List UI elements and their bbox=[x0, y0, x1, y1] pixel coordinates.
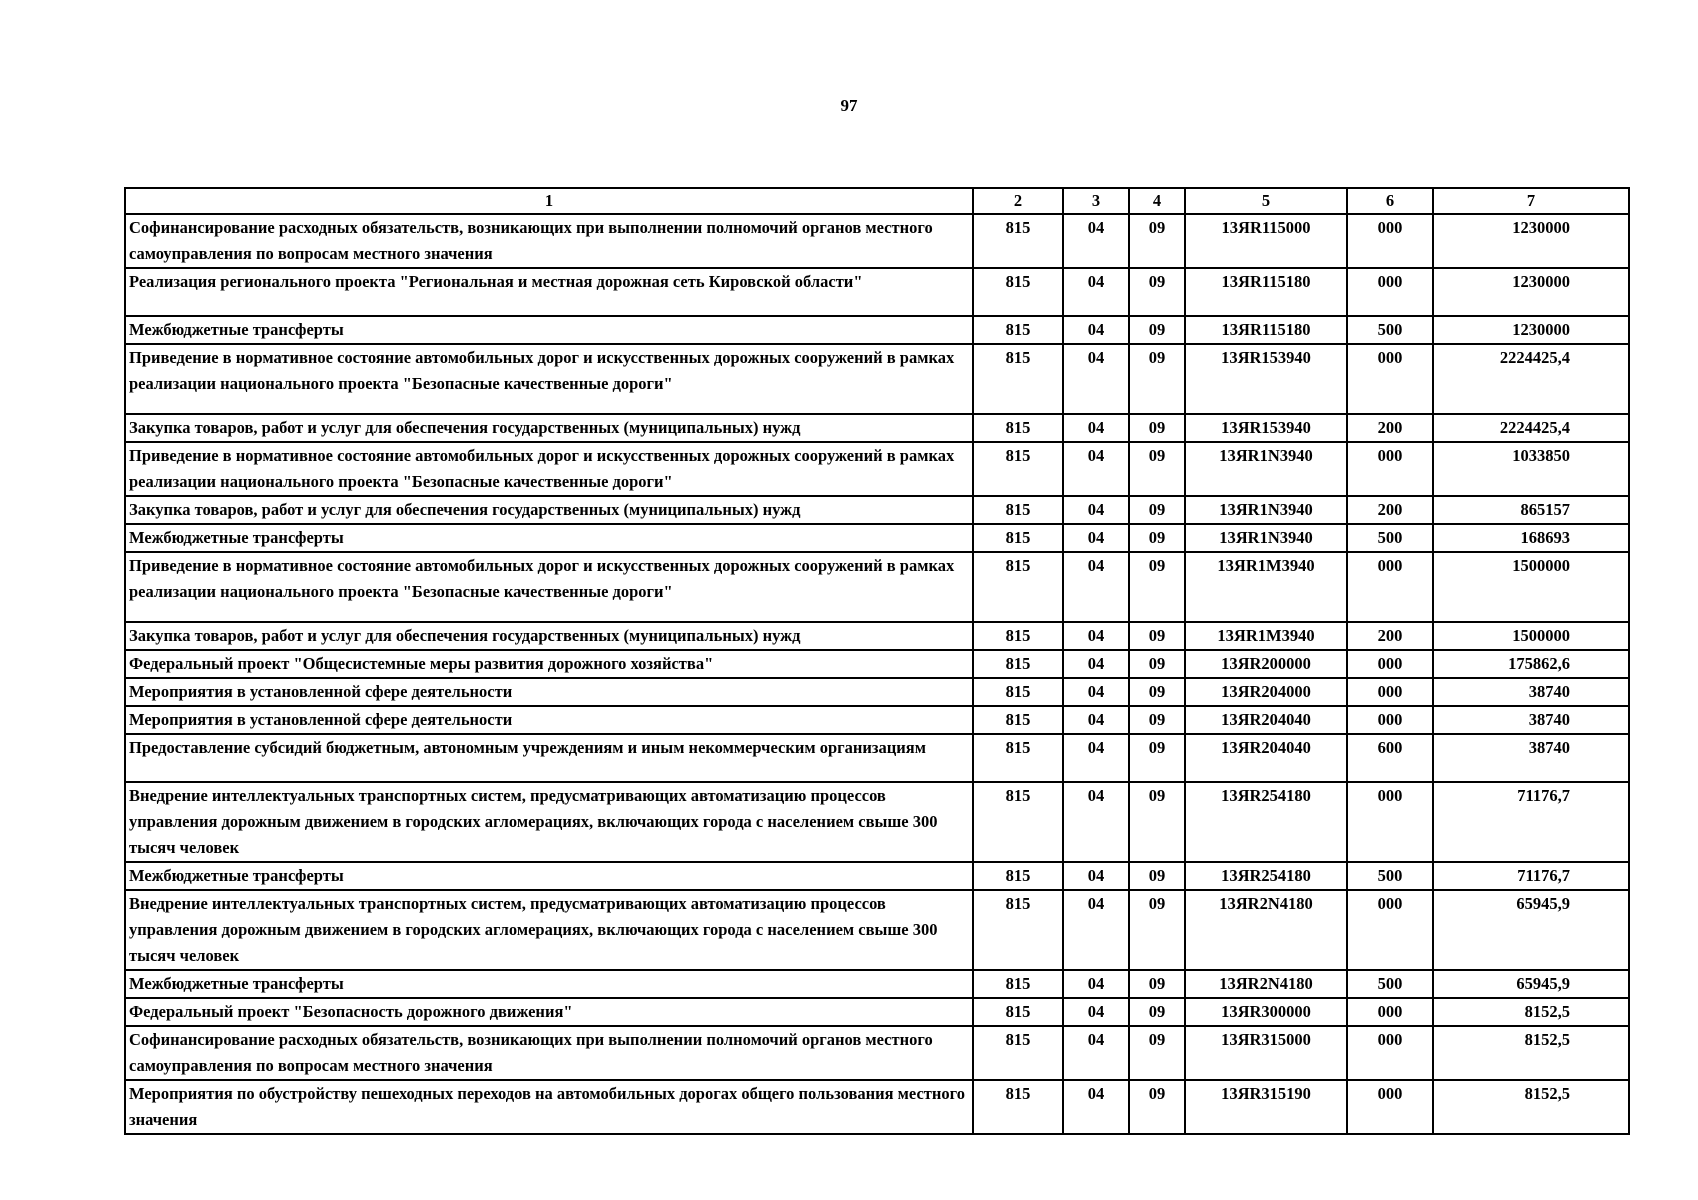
table-row bbox=[125, 552, 1629, 622]
column-header: 3 bbox=[1063, 188, 1129, 214]
cell-code-3: 04 bbox=[1063, 214, 1129, 268]
cell-item-name: Межбюджетные трансферты bbox=[125, 524, 973, 552]
cell-amount: 38740 bbox=[1433, 678, 1629, 706]
cell-code-6: 000 bbox=[1347, 442, 1433, 496]
cell-item-name: Приведение в нормативное состояние автомобильных дорог и искусственных дорожных сооружений в рамках реализации национального проекта "Безопасные качественные дороги" bbox=[125, 442, 973, 496]
cell-code-3: 04 bbox=[1063, 998, 1129, 1026]
cell-code-5: 13ЯR204040 bbox=[1185, 706, 1347, 734]
cell-item-name: Реализация регионального проекта "Региональная и местная дорожная сеть Кировской области" bbox=[125, 268, 973, 316]
cell-code-3: 04 bbox=[1063, 622, 1129, 650]
cell-item-name: Закупка товаров, работ и услуг для обеспечения государственных (муниципальных) нужд bbox=[125, 622, 973, 650]
cell-item-name: Приведение в нормативное состояние автомобильных дорог и искусственных дорожных сооружений в рамках реализации национального проекта "Безопасные качественные дороги" bbox=[125, 552, 973, 622]
table-row bbox=[125, 496, 1629, 524]
cell-amount: 65945,9 bbox=[1433, 890, 1629, 970]
cell-code-3: 04 bbox=[1063, 552, 1129, 622]
cell-amount: 1230000 bbox=[1433, 316, 1629, 344]
cell-code-3: 04 bbox=[1063, 414, 1129, 442]
table-row bbox=[125, 650, 1629, 678]
table-row bbox=[125, 344, 1629, 414]
cell-code-5: 13ЯR1N3940 bbox=[1185, 442, 1347, 496]
cell-code-4: 09 bbox=[1129, 782, 1185, 862]
cell-code-3: 04 bbox=[1063, 970, 1129, 998]
table-row bbox=[125, 442, 1629, 496]
cell-amount: 168693 bbox=[1433, 524, 1629, 552]
cell-code-2: 815 bbox=[973, 344, 1063, 414]
cell-code-2: 815 bbox=[973, 782, 1063, 862]
cell-code-3: 04 bbox=[1063, 496, 1129, 524]
cell-code-2: 815 bbox=[973, 268, 1063, 316]
cell-code-4: 09 bbox=[1129, 678, 1185, 706]
table-row bbox=[125, 970, 1629, 998]
cell-code-2: 815 bbox=[973, 650, 1063, 678]
cell-code-5: 13ЯR315190 bbox=[1185, 1080, 1347, 1134]
cell-code-6: 500 bbox=[1347, 862, 1433, 890]
table-row bbox=[125, 316, 1629, 344]
cell-code-2: 815 bbox=[973, 316, 1063, 344]
table-row bbox=[125, 1026, 1629, 1080]
cell-code-5: 13ЯR200000 bbox=[1185, 650, 1347, 678]
cell-code-6: 500 bbox=[1347, 316, 1433, 344]
cell-item-name: Мероприятия в установленной сфере деятельности bbox=[125, 706, 973, 734]
cell-code-6: 200 bbox=[1347, 622, 1433, 650]
cell-code-2: 815 bbox=[973, 734, 1063, 782]
cell-item-name: Предоставление субсидий бюджетным, автономным учреждениям и иным некоммерческим организациям bbox=[125, 734, 973, 782]
cell-code-4: 09 bbox=[1129, 442, 1185, 496]
cell-item-name: Софинансирование расходных обязательств, возникающих при выполнении полномочий органов местного самоуправления по вопросам местного значения bbox=[125, 214, 973, 268]
cell-code-5: 13ЯR204040 bbox=[1185, 734, 1347, 782]
cell-amount: 865157 bbox=[1433, 496, 1629, 524]
cell-code-2: 815 bbox=[973, 970, 1063, 998]
cell-code-3: 04 bbox=[1063, 650, 1129, 678]
cell-code-4: 09 bbox=[1129, 998, 1185, 1026]
cell-code-2: 815 bbox=[973, 442, 1063, 496]
cell-code-3: 04 bbox=[1063, 344, 1129, 414]
cell-amount: 38740 bbox=[1433, 734, 1629, 782]
cell-code-3: 04 bbox=[1063, 862, 1129, 890]
cell-code-4: 09 bbox=[1129, 414, 1185, 442]
table-row bbox=[125, 414, 1629, 442]
cell-item-name: Софинансирование расходных обязательств, возникающих при выполнении полномочий органов местного самоуправления по вопросам местного значения bbox=[125, 1026, 973, 1080]
cell-code-3: 04 bbox=[1063, 734, 1129, 782]
cell-code-5: 13ЯR315000 bbox=[1185, 1026, 1347, 1080]
cell-item-name: Межбюджетные трансферты bbox=[125, 862, 973, 890]
cell-code-2: 815 bbox=[973, 496, 1063, 524]
cell-code-2: 815 bbox=[973, 524, 1063, 552]
table-row bbox=[125, 734, 1629, 782]
cell-code-5: 13ЯR1M3940 bbox=[1185, 622, 1347, 650]
column-header: 5 bbox=[1185, 188, 1347, 214]
cell-code-2: 815 bbox=[973, 862, 1063, 890]
cell-amount: 2224425,4 bbox=[1433, 344, 1629, 414]
cell-code-4: 09 bbox=[1129, 214, 1185, 268]
cell-code-4: 09 bbox=[1129, 344, 1185, 414]
cell-code-4: 09 bbox=[1129, 316, 1185, 344]
column-header: 4 bbox=[1129, 188, 1185, 214]
cell-amount: 38740 bbox=[1433, 706, 1629, 734]
cell-code-6: 000 bbox=[1347, 344, 1433, 414]
cell-code-6: 000 bbox=[1347, 1080, 1433, 1134]
cell-code-2: 815 bbox=[973, 414, 1063, 442]
cell-item-name: Мероприятия по обустройству пешеходных переходов на автомобильных дорогах общего пользования местного значения bbox=[125, 1080, 973, 1134]
cell-amount: 8152,5 bbox=[1433, 998, 1629, 1026]
cell-code-3: 04 bbox=[1063, 890, 1129, 970]
page-number: 97 bbox=[840, 96, 858, 115]
column-header: 1 bbox=[125, 188, 973, 214]
cell-code-5: 13ЯR1N3940 bbox=[1185, 524, 1347, 552]
cell-code-6: 000 bbox=[1347, 782, 1433, 862]
cell-code-2: 815 bbox=[973, 998, 1063, 1026]
cell-item-name: Мероприятия в установленной сфере деятельности bbox=[125, 678, 973, 706]
cell-code-4: 09 bbox=[1129, 650, 1185, 678]
cell-code-4: 09 bbox=[1129, 524, 1185, 552]
cell-code-5: 13ЯR254180 bbox=[1185, 862, 1347, 890]
cell-code-5: 13ЯR1M3940 bbox=[1185, 552, 1347, 622]
cell-code-4: 09 bbox=[1129, 706, 1185, 734]
cell-code-6: 000 bbox=[1347, 214, 1433, 268]
cell-code-5: 13ЯR153940 bbox=[1185, 414, 1347, 442]
cell-code-3: 04 bbox=[1063, 268, 1129, 316]
cell-code-4: 09 bbox=[1129, 552, 1185, 622]
cell-code-4: 09 bbox=[1129, 734, 1185, 782]
cell-item-name: Межбюджетные трансферты bbox=[125, 316, 973, 344]
cell-code-3: 04 bbox=[1063, 706, 1129, 734]
cell-amount: 1033850 bbox=[1433, 442, 1629, 496]
cell-code-6: 500 bbox=[1347, 970, 1433, 998]
cell-code-6: 000 bbox=[1347, 706, 1433, 734]
cell-code-5: 13ЯR2N4180 bbox=[1185, 890, 1347, 970]
cell-code-5: 13ЯR300000 bbox=[1185, 998, 1347, 1026]
cell-code-4: 09 bbox=[1129, 890, 1185, 970]
table-row bbox=[125, 890, 1629, 970]
cell-code-3: 04 bbox=[1063, 524, 1129, 552]
cell-amount: 8152,5 bbox=[1433, 1026, 1629, 1080]
cell-code-3: 04 bbox=[1063, 442, 1129, 496]
cell-amount: 8152,5 bbox=[1433, 1080, 1629, 1134]
cell-amount: 175862,6 bbox=[1433, 650, 1629, 678]
cell-code-6: 000 bbox=[1347, 890, 1433, 970]
cell-amount: 1230000 bbox=[1433, 268, 1629, 316]
table-row bbox=[125, 268, 1629, 316]
cell-code-6: 200 bbox=[1347, 496, 1433, 524]
cell-code-6: 000 bbox=[1347, 678, 1433, 706]
cell-code-6: 500 bbox=[1347, 524, 1433, 552]
table-row bbox=[125, 782, 1629, 862]
cell-code-5: 13ЯR115180 bbox=[1185, 316, 1347, 344]
cell-item-name: Внедрение интеллектуальных транспортных систем, предусматривающих автоматизацию процессов управления дорожным движением в городских агломерациях, включающих города с населением свыше 300 тысяч человек bbox=[125, 890, 973, 970]
cell-code-5: 13ЯR204000 bbox=[1185, 678, 1347, 706]
cell-item-name: Федеральный проект "Общесистемные меры развития дорожного хозяйства" bbox=[125, 650, 973, 678]
table-row bbox=[125, 214, 1629, 268]
cell-code-5: 13ЯR254180 bbox=[1185, 782, 1347, 862]
cell-amount: 71176,7 bbox=[1433, 862, 1629, 890]
cell-code-2: 815 bbox=[973, 1026, 1063, 1080]
cell-code-3: 04 bbox=[1063, 1026, 1129, 1080]
cell-code-2: 815 bbox=[973, 552, 1063, 622]
cell-code-6: 000 bbox=[1347, 1026, 1433, 1080]
cell-code-4: 09 bbox=[1129, 496, 1185, 524]
cell-code-4: 09 bbox=[1129, 268, 1185, 316]
table-header-row bbox=[125, 188, 1629, 214]
cell-code-4: 09 bbox=[1129, 622, 1185, 650]
cell-item-name: Приведение в нормативное состояние автомобильных дорог и искусственных дорожных сооружений в рамках реализации национального проекта "Безопасные качественные дороги" bbox=[125, 344, 973, 414]
column-header: 6 bbox=[1347, 188, 1433, 214]
cell-code-5: 13ЯR115000 bbox=[1185, 214, 1347, 268]
budget-table bbox=[124, 187, 1630, 1135]
cell-code-6: 000 bbox=[1347, 998, 1433, 1026]
cell-code-2: 815 bbox=[973, 622, 1063, 650]
cell-code-6: 000 bbox=[1347, 650, 1433, 678]
cell-code-6: 000 bbox=[1347, 552, 1433, 622]
cell-amount: 1500000 bbox=[1433, 552, 1629, 622]
column-header: 7 bbox=[1433, 188, 1629, 214]
cell-code-6: 600 bbox=[1347, 734, 1433, 782]
cell-code-5: 13ЯR115180 bbox=[1185, 268, 1347, 316]
cell-amount: 65945,9 bbox=[1433, 970, 1629, 998]
cell-code-2: 815 bbox=[973, 706, 1063, 734]
cell-code-5: 13ЯR153940 bbox=[1185, 344, 1347, 414]
cell-amount: 1500000 bbox=[1433, 622, 1629, 650]
table-row bbox=[125, 622, 1629, 650]
cell-code-3: 04 bbox=[1063, 316, 1129, 344]
cell-code-3: 04 bbox=[1063, 1080, 1129, 1134]
cell-code-2: 815 bbox=[973, 890, 1063, 970]
cell-code-3: 04 bbox=[1063, 782, 1129, 862]
cell-code-2: 815 bbox=[973, 214, 1063, 268]
cell-item-name: Закупка товаров, работ и услуг для обеспечения государственных (муниципальных) нужд bbox=[125, 496, 973, 524]
cell-code-6: 000 bbox=[1347, 268, 1433, 316]
cell-code-5: 13ЯR2N4180 bbox=[1185, 970, 1347, 998]
cell-code-4: 09 bbox=[1129, 1080, 1185, 1134]
table-row bbox=[125, 678, 1629, 706]
cell-item-name: Межбюджетные трансферты bbox=[125, 970, 973, 998]
cell-code-4: 09 bbox=[1129, 970, 1185, 998]
cell-item-name: Федеральный проект "Безопасность дорожного движения" bbox=[125, 998, 973, 1026]
cell-item-name: Закупка товаров, работ и услуг для обеспечения государственных (муниципальных) нужд bbox=[125, 414, 973, 442]
cell-code-6: 200 bbox=[1347, 414, 1433, 442]
cell-code-2: 815 bbox=[973, 678, 1063, 706]
table-row bbox=[125, 524, 1629, 552]
cell-amount: 1230000 bbox=[1433, 214, 1629, 268]
cell-code-3: 04 bbox=[1063, 678, 1129, 706]
cell-amount: 71176,7 bbox=[1433, 782, 1629, 862]
cell-code-4: 09 bbox=[1129, 1026, 1185, 1080]
cell-code-5: 13ЯR1N3940 bbox=[1185, 496, 1347, 524]
table-row bbox=[125, 706, 1629, 734]
table-row bbox=[125, 998, 1629, 1026]
cell-code-4: 09 bbox=[1129, 862, 1185, 890]
column-header: 2 bbox=[973, 188, 1063, 214]
table-row bbox=[125, 1080, 1629, 1134]
cell-item-name: Внедрение интеллектуальных транспортных систем, предусматривающих автоматизацию процессов управления дорожным движением в городских агломерациях, включающих города с населением свыше 300 тысяч человек bbox=[125, 782, 973, 862]
cell-amount: 2224425,4 bbox=[1433, 414, 1629, 442]
cell-code-2: 815 bbox=[973, 1080, 1063, 1134]
table-row bbox=[125, 862, 1629, 890]
